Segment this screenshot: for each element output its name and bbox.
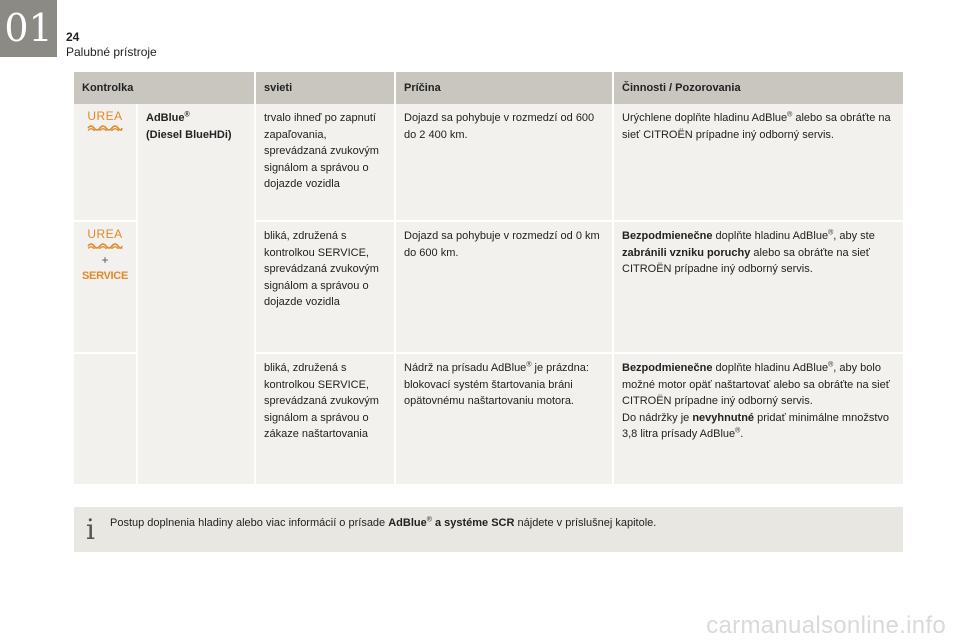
cinnosti-cell xyxy=(614,222,903,354)
cinnosti-text: alebo sa obráťte na sieť CITROËN prípadne iný odborný servis. xyxy=(622,246,870,275)
info-text xyxy=(110,515,893,531)
urea-service-warning-icon xyxy=(82,228,128,283)
page-title: Palubné prístroje xyxy=(66,45,157,59)
plus-sign: + xyxy=(101,253,109,267)
icon-cell xyxy=(74,354,138,486)
info-text-part: nájdete v príslušnej kapitole. xyxy=(514,517,657,529)
cinnosti-text: , aby bolo možné motor opäť naštartovať alebo sa obráťte na sieť CITROËN prípadne iný odborný servis. xyxy=(622,362,890,407)
emphasis-text: Bezpodmienečne xyxy=(622,230,713,242)
info-emphasis: AdBlue xyxy=(388,517,427,529)
table-row xyxy=(74,104,903,222)
col-header-pricina: Príčina xyxy=(396,72,614,104)
service-label: SERVICE xyxy=(82,270,128,282)
reg-mark: ® xyxy=(735,427,741,435)
reg-mark: ® xyxy=(828,361,834,369)
control-name-sup: ® xyxy=(184,111,190,119)
col-header-svieti: svieti xyxy=(256,72,396,104)
pricina-text: Nádrž na prísadu AdBlue xyxy=(404,362,527,374)
icon-cell xyxy=(74,104,138,222)
reg-mark: ® xyxy=(426,516,432,524)
urea-label: UREA xyxy=(87,227,123,241)
control-name: AdBlue xyxy=(146,112,185,124)
svieti-cell: bliká, združená s kontrolkou SERVICE, sprevádzaná zvukovým signálom a správou o zákaze naštartovania xyxy=(256,354,396,486)
page-number: 24 xyxy=(66,30,80,44)
chapter-badge: 01 xyxy=(0,0,57,57)
emphasis-text: zabránili vzniku poruchy xyxy=(622,246,751,259)
cinnosti-text: , aby ste xyxy=(833,230,875,242)
pricina-cell xyxy=(396,354,614,486)
watermark: carmanualsonline.info xyxy=(706,612,946,639)
cinnosti-text: alebo sa obráťte na sieť CITROËN prípadne iný odborný servis. xyxy=(622,112,891,141)
info-box xyxy=(74,507,903,552)
pricina-cell: Dojazd sa pohybuje v rozmedzí od 600 do 2 400 km. xyxy=(396,104,614,222)
urea-warning-icon xyxy=(82,110,128,131)
emphasis-text: nevyhnutné xyxy=(692,411,755,424)
col-header-cinnosti: Činnosti / Pozorovania xyxy=(614,72,903,104)
pricina-text: je prázdna: blokovací systém štartovania bráni opätovnému naštartovaniu motora. xyxy=(404,362,589,407)
svieti-cell: bliká, združená s kontrolkou SERVICE, sprevádzaná zvukovým signálom a správou o dojazde vozidla xyxy=(256,222,396,354)
emphasis-text: Bezpodmienečne xyxy=(622,362,713,374)
cinnosti-text: . xyxy=(740,428,744,440)
urea-label: UREA xyxy=(87,109,123,123)
cinnosti-cell xyxy=(614,354,903,486)
cinnosti-text: Urýchlene doplňte hladinu AdBlue xyxy=(622,112,788,124)
pricina-cell: Dojazd sa pohybuje v rozmedzí od 0 km do 600 km. xyxy=(396,222,614,354)
table-header-row xyxy=(74,72,903,104)
wave-icon xyxy=(87,241,123,249)
cinnosti-text: doplňte hladinu AdBlue xyxy=(712,362,829,374)
info-icon: i xyxy=(86,513,95,546)
info-emphasis: a systéme SCR xyxy=(431,517,515,529)
info-text-part: Postup doplnenia hladiny alebo viac informácií o prísade xyxy=(110,517,389,529)
control-name-cell xyxy=(138,104,256,486)
cinnosti-cell xyxy=(614,104,903,222)
cinnosti-text: doplňte hladinu AdBlue xyxy=(712,230,829,242)
wave-icon xyxy=(87,123,123,131)
svieti-cell: trvalo ihneď po zapnutí zapaľovania, sprevádzaná zvukovým signálom a správou o dojazde vozidla xyxy=(256,104,396,222)
control-variant: (Diesel BlueHDi) xyxy=(146,128,232,141)
reg-mark: ® xyxy=(828,229,834,237)
icon-cell xyxy=(74,222,138,354)
cinnosti-text: Do nádržky je xyxy=(622,411,693,424)
reg-mark: ® xyxy=(787,111,793,119)
warning-lights-table xyxy=(74,72,903,486)
cinnosti-text: pridať minimálne množstvo 3,8 litra prísady AdBlue xyxy=(622,411,890,440)
col-header-kontrolka: Kontrolka xyxy=(74,72,256,104)
reg-mark: ® xyxy=(526,361,532,369)
